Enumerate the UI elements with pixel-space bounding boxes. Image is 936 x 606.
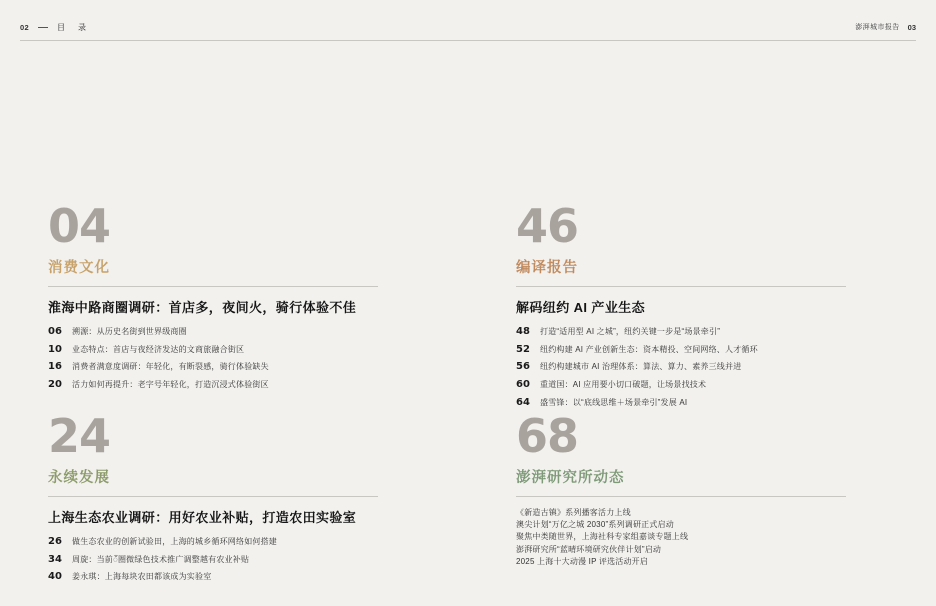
section-title: 永续发展 xyxy=(48,469,110,486)
section-title: 消费文化 xyxy=(48,259,110,276)
list-item[interactable] xyxy=(48,326,378,337)
entry-text: 溯源：从历史名街到世界级商圈 xyxy=(72,326,187,336)
list-item[interactable] xyxy=(516,361,846,372)
list-item[interactable] xyxy=(48,571,378,582)
list-item[interactable]: 澳尖计划“万亿之城 2030”系列调研正式启动 xyxy=(516,520,674,530)
section-feature-title[interactable]: 淮海中路商圈调研：首店多，夜间火，骑行体验不佳 xyxy=(48,299,357,315)
list-item[interactable]: 《新造古镇》系列播客活力上线 xyxy=(516,507,631,517)
list-item[interactable]: 2025 上海十大动漫 IP 评选活动开启 xyxy=(516,557,649,567)
page-header xyxy=(0,22,936,40)
list-item[interactable] xyxy=(48,379,378,390)
entry-page: 20 xyxy=(48,379,62,391)
toc-section-institute-news xyxy=(516,409,846,569)
header-right xyxy=(855,22,916,32)
list-item[interactable] xyxy=(516,344,846,355)
entry-text: 盛雪锋：以“底线思维＋场景牵引”发展 AI xyxy=(540,398,688,408)
entry-page: 40 xyxy=(48,571,62,583)
section-title: 澎湃研究所动态 xyxy=(516,469,625,486)
entry-text: 姜永琪：上海每块农田都该成为实验室 xyxy=(72,572,212,582)
section-page-number[interactable]: 68 xyxy=(516,409,579,463)
toc-section-sustainability xyxy=(48,409,378,589)
entry-text: 纽约构建 AI 产业创新生态：资本精投、空间网络、人才循环 xyxy=(540,344,758,354)
list-item[interactable] xyxy=(48,344,378,355)
toc-label: 目 录 xyxy=(56,23,89,32)
section-entry-list xyxy=(516,507,846,569)
section-divider xyxy=(516,286,846,287)
toc-section-consumer-culture xyxy=(48,199,378,397)
header-left xyxy=(20,22,88,33)
section-entry-list xyxy=(516,326,846,409)
folio-left: 02 xyxy=(20,23,29,32)
section-entry-list xyxy=(48,326,378,391)
list-item[interactable] xyxy=(48,536,378,547)
entry-text: 重道国：AI 应用要小切口破题，让场景找技术 xyxy=(540,380,707,390)
entry-text: 纽约构建城市 AI 治理体系：算法、算力、素养三线并进 xyxy=(540,362,742,372)
folio-right: 03 xyxy=(907,22,916,32)
entry-text: 周旋：当前ँ圈微绿色技术推广调整越有农业补贴 xyxy=(72,554,250,564)
entry-page: 06 xyxy=(48,325,62,337)
section-divider xyxy=(516,496,846,497)
entry-page: 60 xyxy=(516,379,530,391)
header-divider xyxy=(20,40,916,41)
list-item[interactable] xyxy=(48,361,378,372)
section-title: 编译报告 xyxy=(516,259,578,276)
entry-text: 消费者满意度调研：年轻化，有断裂感，骑行体验缺失 xyxy=(72,362,269,372)
entry-page: 34 xyxy=(48,553,62,565)
section-divider xyxy=(48,286,378,287)
list-item[interactable]: 聚焦中类随世界，上海社科专家组嘉谈专题上线 xyxy=(516,532,689,542)
entry-text: 活力如何再提升：老字号年轻化，打造沉浸式体验街区 xyxy=(72,380,269,390)
header-rule-icon xyxy=(38,27,48,28)
entry-text: 业态特点：首店与夜经济发达的文商旅融合街区 xyxy=(72,344,245,354)
section-feature-title[interactable]: 上海生态农业调研：用好农业补贴，打造农田实验室 xyxy=(48,509,357,525)
entry-page: 64 xyxy=(516,397,530,409)
entry-page: 52 xyxy=(516,343,530,355)
list-item[interactable] xyxy=(516,397,846,408)
section-page-number[interactable]: 04 xyxy=(48,199,111,253)
section-feature-title[interactable]: 解码纽约 AI 产业生态 xyxy=(516,299,646,315)
toc-section-translated-report xyxy=(516,199,846,415)
list-item[interactable] xyxy=(516,326,846,337)
entry-page: 16 xyxy=(48,361,62,373)
entry-page: 26 xyxy=(48,535,62,547)
entry-text: 打造“适用型 AI 之城”，纽约关键一步是“场景牵引” xyxy=(540,326,721,336)
list-item[interactable] xyxy=(48,554,378,565)
list-item[interactable]: 澎湃研究所“蓝晴环境研究伙伴计划”启动 xyxy=(516,544,662,554)
list-item[interactable] xyxy=(516,379,846,390)
section-divider xyxy=(48,496,378,497)
section-page-number[interactable]: 24 xyxy=(48,409,111,463)
entry-page: 10 xyxy=(48,343,62,355)
section-page-number[interactable]: 46 xyxy=(516,199,579,253)
entry-page: 56 xyxy=(516,361,530,373)
publication-title: 澎湃城市报告 xyxy=(855,24,900,31)
entry-text: 做生态农业的创新试验田，上海的城乡循环网络如何搭建 xyxy=(72,536,277,546)
entry-page: 48 xyxy=(516,325,530,337)
section-entry-list xyxy=(48,536,378,583)
